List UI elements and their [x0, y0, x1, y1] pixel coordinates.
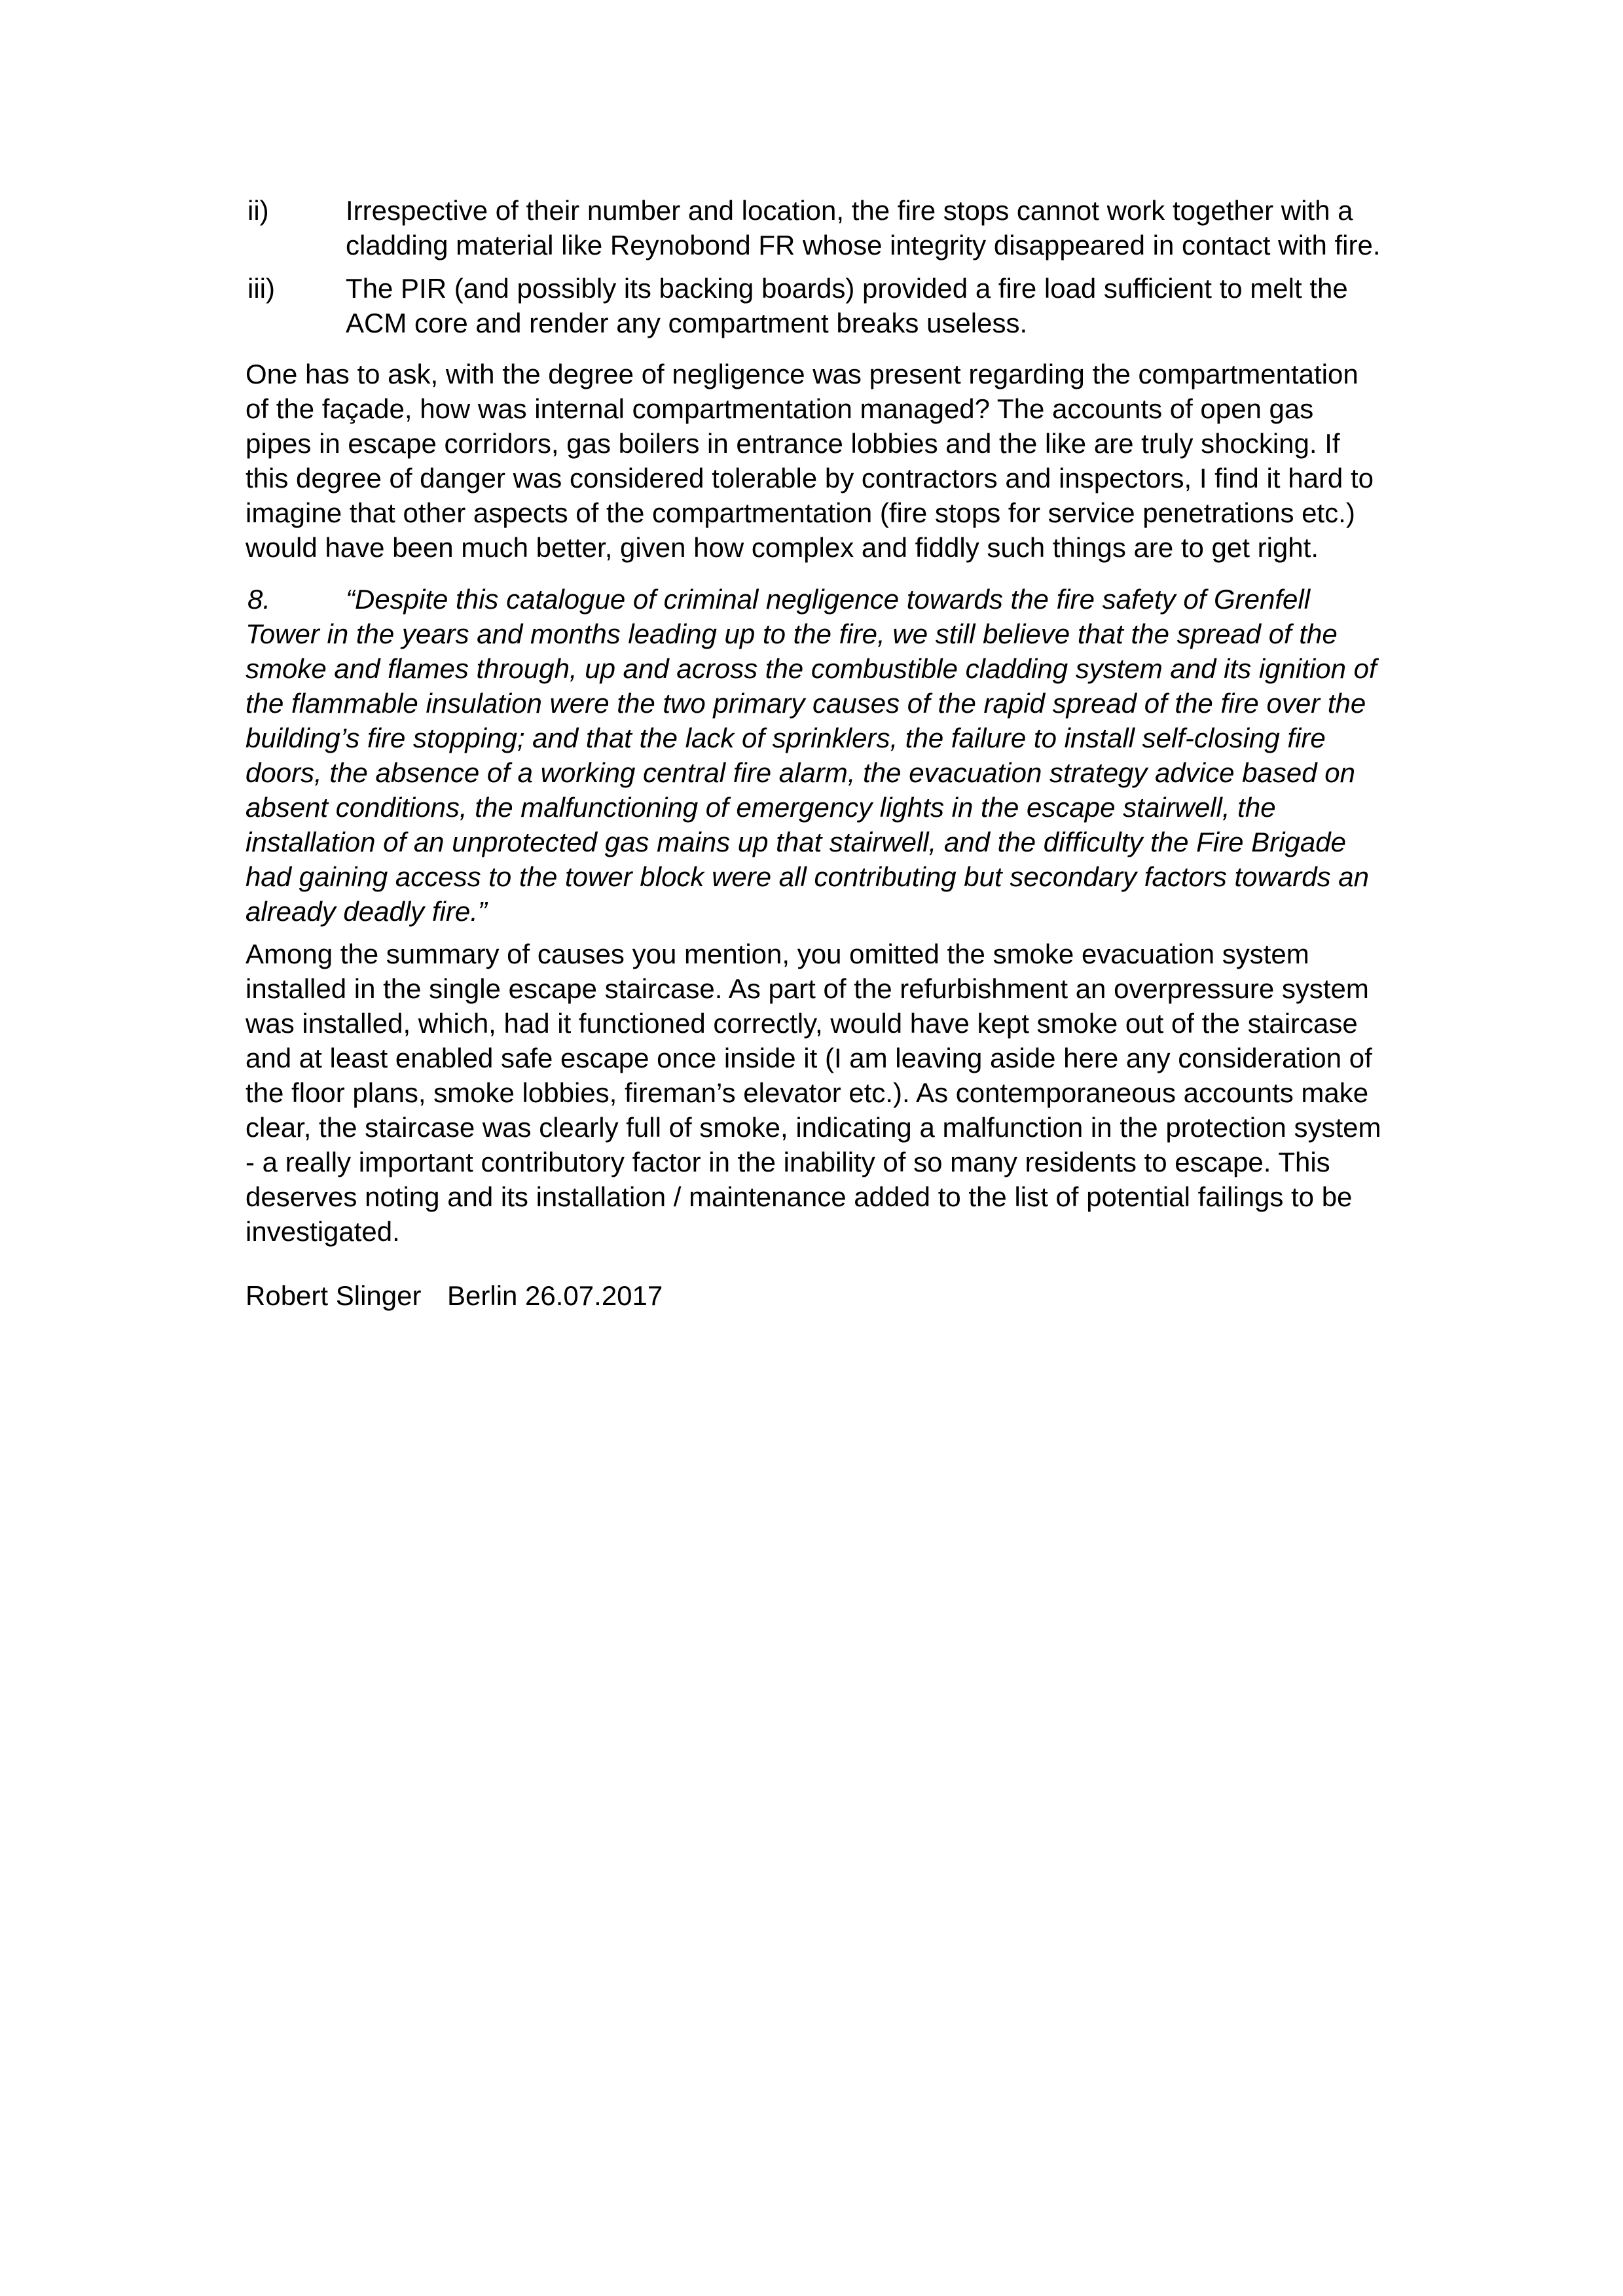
text-line: already deadly fire.” [246, 896, 487, 927]
signature-line [246, 1278, 1398, 1313]
paragraph-smoke-evacuation [246, 937, 1398, 1249]
list-item-iii [246, 271, 1398, 340]
text-line: pipes in escape corridors, gas boilers in entrance lobbies and the like are truly shocking. If [246, 428, 1340, 459]
text-line: building’s fire stopping; and that the lack of sprinklers, the failure to install self-closing fire [246, 723, 1326, 753]
paragraph-compartmentation-text [246, 357, 1398, 565]
text-line: deserves noting and its installation / maintenance added to the list of potential failings to be [246, 1181, 1353, 1212]
list-item-ii [246, 193, 1398, 262]
text-line: was installed, which, had it functioned correctly, would have kept smoke out of the staircase [246, 1008, 1358, 1039]
quote-paragraph-text [246, 582, 1398, 929]
text-line: installation of an unprotected gas mains up that stairwell, and the difficulty the Fire Brigade [246, 827, 1346, 857]
text-line: installed in the single escape staircase. As part of the refurbishment an overpressure system [246, 973, 1369, 1004]
text-line: doors, the absence of a working central fire alarm, the evacuation strategy advice based on [246, 757, 1355, 788]
text-line: and at least enabled safe escape once inside it (I am leaving aside here any consideration of [246, 1043, 1372, 1073]
signature-name: Robert Slinger [246, 1280, 422, 1311]
list-marker-iii: iii) [247, 273, 275, 304]
text-line: would have been much better, given how complex and fiddly such things are to get right. [246, 532, 1319, 563]
paragraph-compartmentation [246, 357, 1398, 565]
text-line: “Despite this catalogue of criminal negligence towards the fire safety of Grenfell [346, 584, 1311, 615]
text-line: this degree of danger was considered tolerable by contractors and inspectors, I find it hard to [246, 463, 1374, 493]
text-line: Irrespective of their number and location, the fire stops cannot work together with a [346, 195, 1353, 226]
signature-place-date: Berlin 26.07.2017 [447, 1280, 663, 1311]
quote-paragraph-8 [246, 582, 1398, 929]
text-line: One has to ask, with the degree of negligence was present regarding the compartmentation [246, 359, 1359, 389]
list-marker-ii: ii) [247, 195, 269, 226]
text-line: absent conditions, the malfunctioning of emergency lights in the escape stairwell, the [246, 792, 1276, 823]
quote-number-marker: 8. [247, 584, 271, 615]
text-line: clear, the staircase was clearly full of smoke, indicating a malfunction in the protection system [246, 1112, 1381, 1143]
text-line: the flammable insulation were the two primary causes of the rapid spread of the fire over the [246, 688, 1366, 719]
text-line: - a really important contributory factor in the inability of so many residents to escape. This [246, 1147, 1330, 1177]
text-line: cladding material like Reynobond FR whose integrity disappeared in contact with fire. [346, 230, 1381, 260]
text-line: investigated. [246, 1216, 400, 1247]
text-line: imagine that other aspects of the compartmentation (fire stops for service penetrations etc.) [246, 497, 1355, 528]
list-item-ii-text [246, 193, 1398, 262]
text-line: had gaining access to the tower block were all contributing but secondary factors towards an [246, 861, 1369, 892]
paragraph-smoke-evacuation-text [246, 937, 1398, 1249]
text-line: ACM core and render any compartment breaks useless. [346, 308, 1028, 338]
text-line: The PIR (and possibly its backing boards) provided a fire load sufficient to melt the [346, 273, 1348, 304]
text-line: Tower in the years and months leading up to the fire, we still believe that the spread of the [246, 619, 1338, 649]
text-line: smoke and flames through, up and across the combustible cladding system and its ignition of [246, 653, 1377, 684]
text-line: the floor plans, smoke lobbies, fireman’s elevator etc.). As contemporaneous accounts make [246, 1077, 1369, 1108]
list-item-iii-text [246, 271, 1398, 340]
text-line: of the façade, how was internal compartmentation managed? The accounts of open gas [246, 393, 1314, 424]
text-line: Among the summary of causes you mention, you omitted the smoke evacuation system [246, 939, 1309, 969]
